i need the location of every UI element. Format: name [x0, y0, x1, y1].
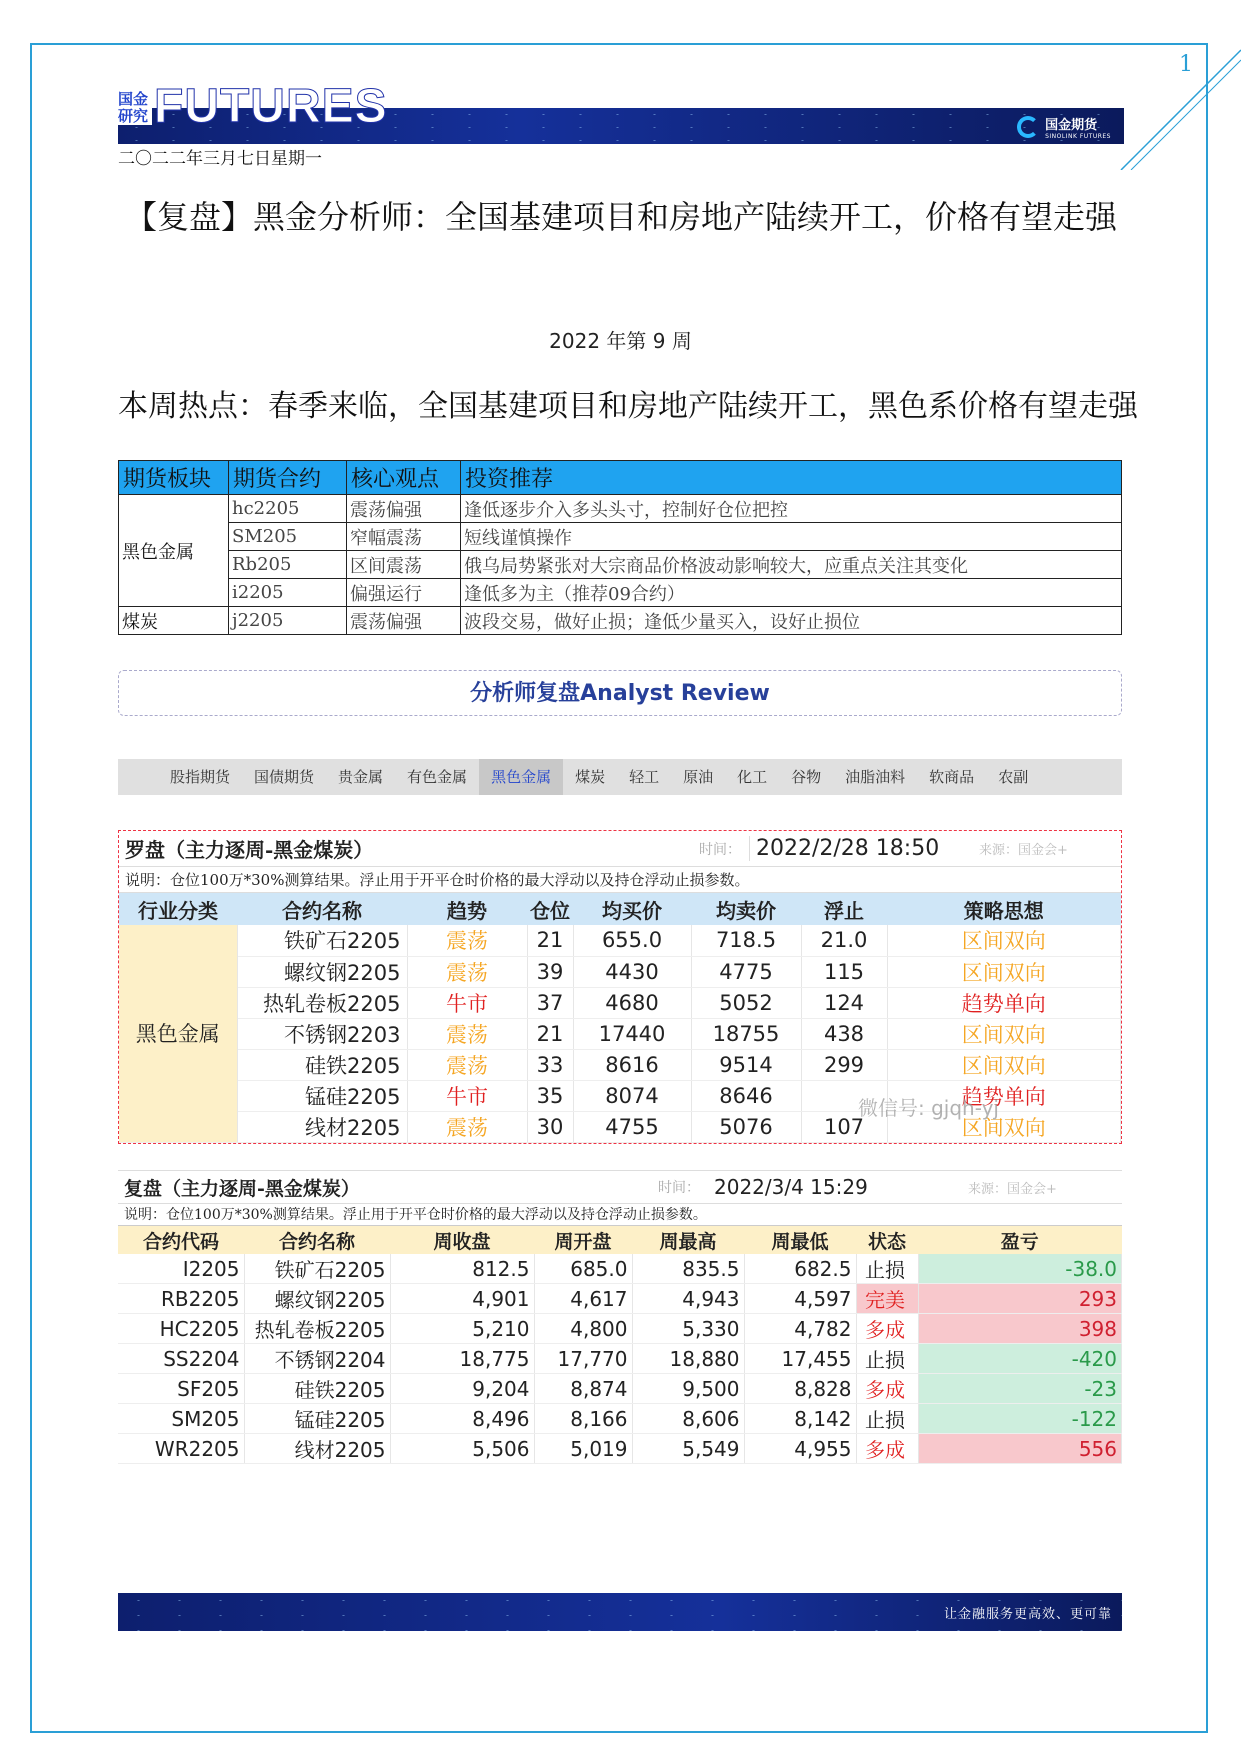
compass-header: 仓位: [527, 893, 573, 925]
compass-row: [119, 1049, 1121, 1080]
analyst-review-heading: 分析师复盘Analyst Review: [118, 670, 1122, 716]
compass-cell: 33: [527, 1049, 573, 1080]
compass-row: [119, 987, 1121, 1018]
replay-cell: I2205: [118, 1254, 244, 1284]
replay-cell: 18,880: [632, 1344, 744, 1374]
replay-panel: [118, 1170, 1122, 1464]
tab-7[interactable]: 原油: [683, 768, 714, 786]
brand-name: 国金期货: [1045, 118, 1098, 133]
summary-sector: 煤炭: [119, 607, 229, 635]
compass-title: 罗盘（主力逐周-黑金煤炭）: [125, 838, 374, 862]
replay-cell: 多成: [856, 1374, 918, 1404]
replay-cell: 685.0: [534, 1254, 632, 1284]
replay-time: 2022/3/4 15:29: [714, 1175, 868, 1199]
compass-cell: 线材2205: [237, 1111, 407, 1142]
compass-cell: 震荡: [407, 1111, 527, 1142]
summary-cell: 俄乌局势紧张对大宗商品价格波动影响较大，应重点关注其变化: [461, 551, 1122, 579]
replay-cell: 835.5: [632, 1254, 744, 1284]
replay-cell: 5,019: [534, 1434, 632, 1464]
replay-time-label: 时间：: [658, 1180, 700, 1196]
replay-cell: -38.0: [918, 1254, 1122, 1284]
replay-cell: 止损: [856, 1404, 918, 1434]
page-title: 【复盘】黑金分析师：全国基建项目和房地产陆续开工，价格有望走强: [124, 198, 1117, 236]
replay-cell: SM205: [118, 1404, 244, 1434]
compass-cell: 107: [801, 1111, 887, 1142]
compass-header: 均卖价: [691, 893, 801, 925]
replay-row: [118, 1284, 1122, 1314]
compass-cell: 震荡: [407, 925, 527, 956]
compass-cell: 30: [527, 1111, 573, 1142]
compass-row: [119, 1018, 1121, 1049]
replay-cell: WR2205: [118, 1434, 244, 1464]
compass-cell: 18755: [691, 1018, 801, 1049]
replay-cell: -122: [918, 1404, 1122, 1434]
replay-cell: 线材2205: [244, 1434, 390, 1464]
replay-cell: 17,770: [534, 1344, 632, 1374]
brand-logo: [1017, 114, 1111, 140]
tab-1[interactable]: 国债期货: [254, 768, 315, 786]
compass-cell: 锰硅2205: [237, 1080, 407, 1111]
compass-cell: 区间双向: [887, 956, 1121, 987]
replay-cell: 8,828: [744, 1374, 856, 1404]
tab-10[interactable]: 油脂油料: [845, 768, 906, 786]
compass-row: [119, 956, 1121, 987]
replay-cell: -420: [918, 1344, 1122, 1374]
replay-header: 盈亏: [918, 1226, 1122, 1254]
category-tabs: [118, 759, 1122, 795]
replay-cell: 完美: [856, 1284, 918, 1314]
replay-table: [118, 1226, 1122, 1464]
summary-cell: Rb205: [229, 551, 347, 579]
replay-note: 说明：仓位100万*30%测算结果。浮止用于开平仓时价格的最大浮动以及持仓浮动止损参数。: [118, 1204, 1122, 1226]
compass-cell: 5076: [691, 1111, 801, 1142]
replay-cell: 9,500: [632, 1374, 744, 1404]
compass-cell: 5052: [691, 987, 801, 1018]
compass-cell: 4430: [573, 956, 691, 987]
tab-6[interactable]: 轻工: [629, 768, 660, 786]
compass-cell: 不锈钢2203: [237, 1018, 407, 1049]
replay-cell: 硅铁2205: [244, 1374, 390, 1404]
summary-header: 期货板块: [119, 461, 229, 495]
summary-cell: SM205: [229, 523, 347, 551]
compass-cell: 21: [527, 925, 573, 956]
replay-source: 来源：国金会+: [968, 1181, 1057, 1197]
replay-cell: 铁矿石2205: [244, 1254, 390, 1284]
summary-cell: 短线谨慎操作: [461, 523, 1122, 551]
brand-icon: [1017, 116, 1039, 138]
compass-cell: 9514: [691, 1049, 801, 1080]
replay-header: 周开盘: [534, 1226, 632, 1254]
corner-decoration: [1101, 30, 1241, 170]
summary-table: [118, 460, 1122, 635]
summary-cell: 震荡偏强: [347, 495, 461, 523]
replay-cell: 4,901: [390, 1284, 534, 1314]
compass-cell: 震荡: [407, 1049, 527, 1080]
compass-cell: 8074: [573, 1080, 691, 1111]
summary-row: [119, 551, 1122, 579]
replay-header: 周最高: [632, 1226, 744, 1254]
replay-cell: 多成: [856, 1434, 918, 1464]
tab-8[interactable]: 化工: [737, 768, 768, 786]
replay-cell: 9,204: [390, 1374, 534, 1404]
summary-row: [119, 607, 1122, 635]
replay-cell: 812.5: [390, 1254, 534, 1284]
replay-cell: 8,142: [744, 1404, 856, 1434]
replay-cell: SF205: [118, 1374, 244, 1404]
summary-cell: hc2205: [229, 495, 347, 523]
replay-cell: 682.5: [744, 1254, 856, 1284]
page-number: 1: [1179, 52, 1193, 77]
logo-futures: FUTURES: [154, 80, 388, 133]
compass-time-label: 时间：: [699, 841, 741, 858]
tab-12[interactable]: 农副: [998, 768, 1029, 786]
replay-cell: 4,800: [534, 1314, 632, 1344]
replay-cell: 4,943: [632, 1284, 744, 1314]
compass-header: 合约名称: [237, 893, 407, 925]
replay-cell: 5,330: [632, 1314, 744, 1344]
footer-slogan: 让金融服务更高效、更可靠: [943, 1607, 1112, 1622]
replay-header: 状态: [856, 1226, 918, 1254]
compass-cell: 718.5: [691, 925, 801, 956]
compass-cell: 37: [527, 987, 573, 1018]
compass-row: [119, 925, 1121, 956]
tab-2[interactable]: 贵金属: [338, 768, 384, 786]
summary-header: 期货合约: [229, 461, 347, 495]
compass-cell: 牛市: [407, 987, 527, 1018]
compass-cell: 螺纹钢2205: [237, 956, 407, 987]
replay-cell: 8,606: [632, 1404, 744, 1434]
brand-sub: SINOLINK FUTURES: [1045, 133, 1111, 140]
logo-cn: 国金研究: [118, 91, 152, 125]
summary-cell: i2205: [229, 579, 347, 607]
tab-5[interactable]: 煤炭: [575, 768, 606, 786]
replay-header: 合约名称: [244, 1226, 390, 1254]
replay-cell: 4,782: [744, 1314, 856, 1344]
replay-cell: 热轧卷板2205: [244, 1314, 390, 1344]
compass-cell: 438: [801, 1018, 887, 1049]
replay-row: [118, 1434, 1122, 1464]
summary-cell: j2205: [229, 607, 347, 635]
compass-header: 趋势: [407, 893, 527, 925]
compass-cell: 趋势单向: [887, 1080, 1121, 1111]
compass-cell: 震荡: [407, 956, 527, 987]
compass-cell: 655.0: [573, 925, 691, 956]
compass-cell: 21: [527, 1018, 573, 1049]
compass-cell: 硅铁2205: [237, 1049, 407, 1080]
replay-cell: 8,874: [534, 1374, 632, 1404]
tab-3[interactable]: 有色金属: [407, 768, 468, 786]
compass-header: 策略思想: [887, 893, 1121, 925]
summary-sector: 黑色金属: [119, 495, 229, 607]
compass-sector: 黑色金属: [119, 925, 237, 1142]
replay-cell: 5,549: [632, 1434, 744, 1464]
summary-cell: 波段交易，做好止损；逢低少量买入，设好止损位: [461, 607, 1122, 635]
summary-cell: 震荡偏强: [347, 607, 461, 635]
compass-cell: 17440: [573, 1018, 691, 1049]
compass-cell: 115: [801, 956, 887, 987]
compass-source: 来源：国金会+: [979, 843, 1068, 858]
replay-row: [118, 1404, 1122, 1434]
replay-cell: 5,506: [390, 1434, 534, 1464]
summary-cell: 窄幅震荡: [347, 523, 461, 551]
compass-cell: 区间双向: [887, 1049, 1121, 1080]
compass-cell: 区间双向: [887, 1018, 1121, 1049]
replay-header: 周收盘: [390, 1226, 534, 1254]
summary-row: [119, 523, 1122, 551]
summary-cell: 逢低逐步介入多头头寸，控制好仓位把控: [461, 495, 1122, 523]
compass-note: 说明：仓位100万*30%测算结果。浮止用于开平仓时价格的最大浮动以及持仓浮动止损参数。: [119, 867, 1121, 893]
compass-cell: 牛市: [407, 1080, 527, 1111]
compass-cell: 趋势单向: [887, 987, 1121, 1018]
replay-cell: 293: [918, 1284, 1122, 1314]
replay-cell: RB2205: [118, 1284, 244, 1314]
compass-cell: 热轧卷板2205: [237, 987, 407, 1018]
compass-cell: 39: [527, 956, 573, 987]
compass-cell: 震荡: [407, 1018, 527, 1049]
compass-cell: 35: [527, 1080, 573, 1111]
replay-row: [118, 1254, 1122, 1284]
compass-header: 浮止: [801, 893, 887, 925]
summary-cell: 逢低多为主（推荐09合约）: [461, 579, 1122, 607]
replay-cell: 止损: [856, 1254, 918, 1284]
replay-cell: 398: [918, 1314, 1122, 1344]
compass-time: 2022/2/28 18:50: [749, 836, 969, 861]
compass-cell: 8616: [573, 1049, 691, 1080]
compass-cell: 21.0: [801, 925, 887, 956]
replay-cell: 8,166: [534, 1404, 632, 1434]
compass-cell: 铁矿石2205: [237, 925, 407, 956]
hot-topic: 本周热点：春季来临，全国基建项目和房地产陆续开工，黑色系价格有望走强: [118, 389, 1138, 424]
summary-cell: 偏强运行: [347, 579, 461, 607]
replay-header: 合约代码: [118, 1226, 244, 1254]
replay-header: 周最低: [744, 1226, 856, 1254]
replay-cell: HC2205: [118, 1314, 244, 1344]
wechat-watermark: 微信号: gjqh-yj: [858, 1096, 999, 1120]
compass-cell: 区间双向: [887, 1111, 1121, 1142]
replay-cell: 5,210: [390, 1314, 534, 1344]
replay-cell: 8,496: [390, 1404, 534, 1434]
replay-cell: 18,775: [390, 1344, 534, 1374]
replay-cell: 17,455: [744, 1344, 856, 1374]
compass-cell: 8646: [691, 1080, 801, 1111]
replay-cell: 多成: [856, 1314, 918, 1344]
compass-cell: 4680: [573, 987, 691, 1018]
tab-9[interactable]: 谷物: [791, 768, 822, 786]
compass-cell: 4775: [691, 956, 801, 987]
compass-cell: 区间双向: [887, 925, 1121, 956]
replay-cell: 螺纹钢2205: [244, 1284, 390, 1314]
footer-banner: [118, 1593, 1122, 1631]
replay-row: [118, 1314, 1122, 1344]
tab-0[interactable]: 股指期货: [170, 768, 231, 786]
replay-row: [118, 1344, 1122, 1374]
compass-cell: 124: [801, 987, 887, 1018]
replay-title: 复盘（主力逐周-黑金煤炭）: [124, 1177, 360, 1200]
replay-cell: 锰硅2205: [244, 1404, 390, 1434]
replay-cell: 4,955: [744, 1434, 856, 1464]
compass-header: 均买价: [573, 893, 691, 925]
summary-header: 核心观点: [347, 461, 461, 495]
replay-cell: 止损: [856, 1344, 918, 1374]
report-date: 二〇二二年三月七日星期一: [118, 149, 322, 169]
replay-cell: 不锈钢2204: [244, 1344, 390, 1374]
replay-cell: 4,597: [744, 1284, 856, 1314]
tab-4[interactable]: 黑色金属: [479, 759, 563, 795]
replay-cell: 556: [918, 1434, 1122, 1464]
summary-header: 投资推荐: [461, 461, 1122, 495]
tab-11[interactable]: 软商品: [929, 768, 975, 786]
compass-cell: 299: [801, 1049, 887, 1080]
replay-cell: 4,617: [534, 1284, 632, 1314]
replay-cell: SS2204: [118, 1344, 244, 1374]
replay-cell: -23: [918, 1374, 1122, 1404]
summary-row: [119, 579, 1122, 607]
week-label: 2022 年第 9 周: [549, 329, 692, 353]
replay-row: [118, 1374, 1122, 1404]
summary-cell: 区间震荡: [347, 551, 461, 579]
summary-row: [119, 495, 1122, 523]
compass-header: 行业分类: [119, 893, 237, 925]
compass-cell: 4755: [573, 1111, 691, 1142]
